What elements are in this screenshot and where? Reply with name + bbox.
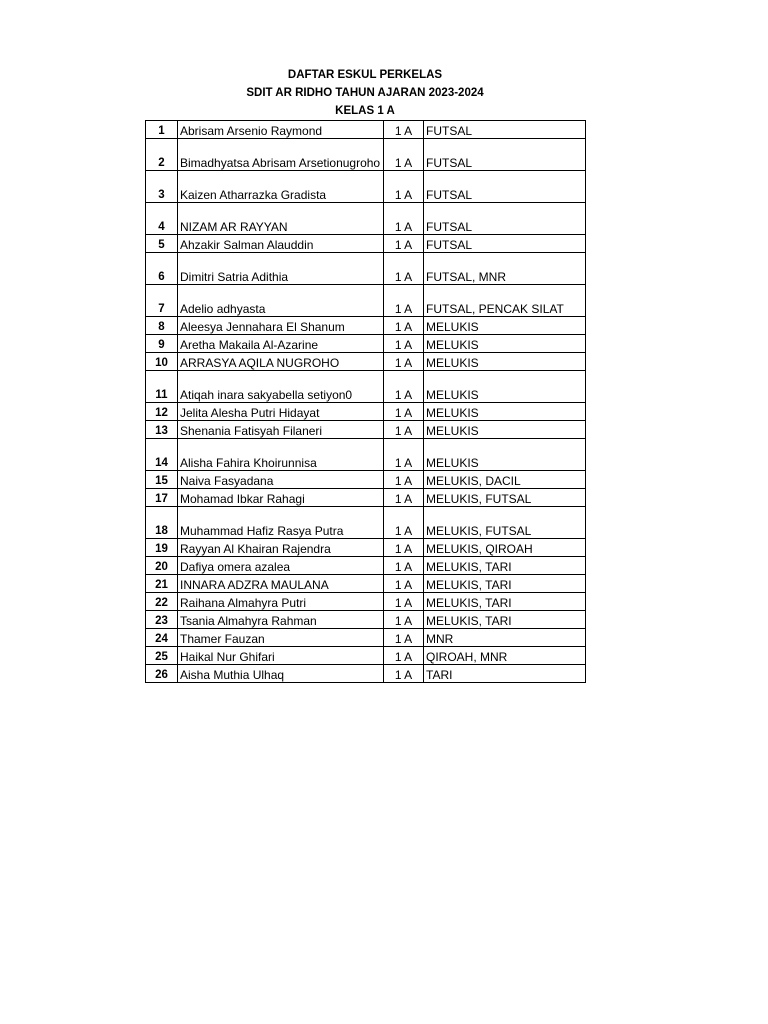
row-number-cell: 17 [146,489,178,507]
table-row [146,403,586,421]
student-name-cell: Rayyan Al Khairan Rajendra [178,539,384,557]
student-name-cell: Mohamad Ibkar Rahagi [178,489,384,507]
eskul-cell: MELUKIS [424,335,586,353]
table-row [146,317,586,335]
row-number-cell: 25 [146,647,178,665]
eskul-cell: FUTSAL [424,171,586,203]
class-cell: 1 A [384,665,424,683]
table-row [146,335,586,353]
class-cell: 1 A [384,139,424,171]
student-name-cell: Jelita Alesha Putri Hidayat [178,403,384,421]
row-number-cell: 21 [146,575,178,593]
table-body [146,121,586,683]
row-number-cell: 22 [146,593,178,611]
table-row [146,235,586,253]
table-row [146,647,586,665]
student-name-cell: INNARA ADZRA MAULANA [178,575,384,593]
student-name-cell: Raihana Almahyra Putri [178,593,384,611]
class-cell: 1 A [384,121,424,139]
eskul-cell: MELUKIS [424,403,586,421]
student-name-cell: Abrisam Arsenio Raymond [178,121,384,139]
row-number-cell: 26 [146,665,178,683]
class-cell: 1 A [384,403,424,421]
student-name-cell: Thamer Fauzan [178,629,384,647]
student-name-cell: Ahzakir Salman Alauddin [178,235,384,253]
class-cell: 1 A [384,421,424,439]
student-name-cell: Aisha Muthia Ulhaq [178,665,384,683]
class-cell: 1 A [384,353,424,371]
row-number-cell: 14 [146,439,178,471]
student-name-cell: Shenania Fatisyah Filaneri [178,421,384,439]
row-number-cell: 20 [146,557,178,575]
table-row [146,629,586,647]
class-cell: 1 A [384,507,424,539]
student-name-cell: NIZAM AR RAYYAN [178,203,384,235]
table-row [146,139,586,171]
class-cell: 1 A [384,611,424,629]
row-number-cell: 11 [146,371,178,403]
row-number-cell: 2 [146,139,178,171]
student-name-cell: Aleesya Jennahara El Shanum [178,317,384,335]
class-cell: 1 A [384,171,424,203]
class-cell: 1 A [384,285,424,317]
title-line-3: KELAS 1 A [335,105,395,117]
table-row [146,575,586,593]
class-cell: 1 A [384,371,424,403]
student-name-cell: Kaizen Atharrazka Gradista [178,171,384,203]
class-cell: 1 A [384,539,424,557]
class-cell: 1 A [384,629,424,647]
eskul-cell: MELUKIS [424,317,586,335]
class-cell: 1 A [384,575,424,593]
table-row [146,611,586,629]
eskul-cell: MELUKIS [424,439,586,471]
class-cell: 1 A [384,489,424,507]
row-number-cell: 24 [146,629,178,647]
row-number-cell: 7 [146,285,178,317]
table-row [146,593,586,611]
class-cell: 1 A [384,203,424,235]
class-cell: 1 A [384,647,424,665]
student-name-cell: Atiqah inara sakyabella setiyon0 [178,371,384,403]
eskul-cell: MELUKIS, TARI [424,575,586,593]
table-row [146,421,586,439]
student-name-cell: Muhammad Hafiz Rasya Putra [178,507,384,539]
row-number-cell: 6 [146,253,178,285]
eskul-cell: MELUKIS [424,421,586,439]
row-number-cell: 1 [146,121,178,139]
eskul-cell: MNR [424,629,586,647]
eskul-cell: MELUKIS, TARI [424,593,586,611]
row-number-cell: 12 [146,403,178,421]
title-line-2: SDIT AR RIDHO TAHUN AJARAN 2023-2024 [246,87,484,99]
table-row [146,557,586,575]
eskul-cell: MELUKIS [424,371,586,403]
table-row [146,285,586,317]
student-name-cell: Aretha Makaila Al-Azarine [178,335,384,353]
class-cell: 1 A [384,557,424,575]
student-name-cell: Dafiya omera azalea [178,557,384,575]
eskul-cell: FUTSAL [424,203,586,235]
table-row [146,507,586,539]
table-row [146,371,586,403]
table-row [146,471,586,489]
class-cell: 1 A [384,253,424,285]
row-number-cell: 13 [146,421,178,439]
student-name-cell: ARRASYA AQILA NUGROHO [178,353,384,371]
student-name-cell: Bimadhyatsa Abrisam Arsetionugroho [178,139,384,171]
row-number-cell: 18 [146,507,178,539]
table-row [146,121,586,139]
eskul-cell: FUTSAL [424,235,586,253]
student-name-cell: Adelio adhyasta [178,285,384,317]
class-cell: 1 A [384,593,424,611]
row-number-cell: 5 [146,235,178,253]
table-row [146,353,586,371]
eskul-cell: MELUKIS, TARI [424,611,586,629]
eskul-cell: FUTSAL, PENCAK SILAT [424,285,586,317]
eskul-cell: FUTSAL [424,121,586,139]
student-eskul-table [145,120,586,683]
eskul-cell: FUTSAL, MNR [424,253,586,285]
eskul-cell: FUTSAL [424,139,586,171]
student-name-cell: Alisha Fahira Khoirunnisa [178,439,384,471]
table-row [146,203,586,235]
student-name-cell: Naiva Fasyadana [178,471,384,489]
student-name-cell: Dimitri Satria Adithia [178,253,384,285]
eskul-cell: TARI [424,665,586,683]
row-number-cell: 19 [146,539,178,557]
class-cell: 1 A [384,335,424,353]
row-number-cell: 4 [146,203,178,235]
class-cell: 1 A [384,439,424,471]
row-number-cell: 9 [146,335,178,353]
row-number-cell: 10 [146,353,178,371]
row-number-cell: 23 [146,611,178,629]
row-number-cell: 8 [146,317,178,335]
table-row [146,439,586,471]
eskul-cell: MELUKIS, DACIL [424,471,586,489]
student-name-cell: Tsania Almahyra Rahman [178,611,384,629]
class-cell: 1 A [384,471,424,489]
table-row [146,665,586,683]
eskul-cell: MELUKIS, TARI [424,557,586,575]
table-row [146,489,586,507]
title-line-1: DAFTAR ESKUL PERKELAS [287,69,443,81]
eskul-cell: MELUKIS, QIROAH [424,539,586,557]
table-row [146,539,586,557]
eskul-cell: MELUKIS, FUTSAL [424,489,586,507]
eskul-cell: MELUKIS, FUTSAL [424,507,586,539]
class-cell: 1 A [384,235,424,253]
document-header [145,66,585,120]
eskul-cell: QIROAH, MNR [424,647,586,665]
table-row [146,253,586,285]
eskul-cell: MELUKIS [424,353,586,371]
row-number-cell: 3 [146,171,178,203]
row-number-cell: 15 [146,471,178,489]
table-row [146,171,586,203]
student-name-cell: Haikal Nur Ghifari [178,647,384,665]
class-cell: 1 A [384,317,424,335]
